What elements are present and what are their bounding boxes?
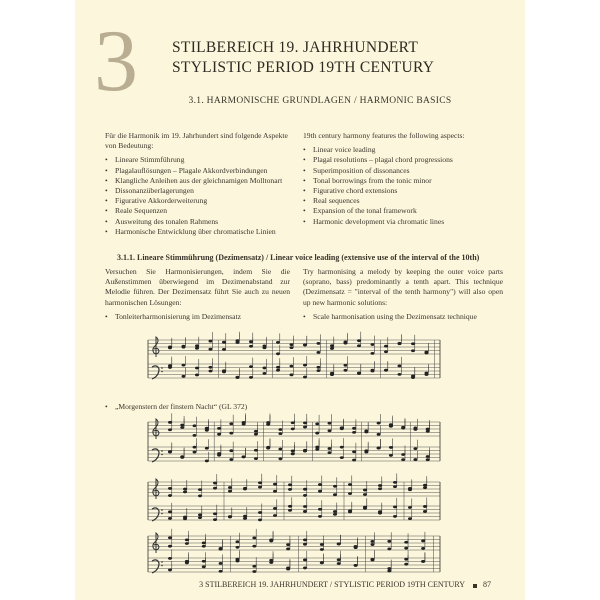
list-item: • Reale Sequenzen [105, 206, 290, 216]
note [180, 424, 184, 427]
note [303, 538, 307, 541]
note [202, 560, 206, 563]
list-item: • Expansion of the tonal framework [303, 206, 503, 216]
note [288, 488, 292, 491]
note [363, 507, 367, 510]
note [286, 547, 290, 550]
note [303, 426, 307, 429]
note [183, 488, 187, 491]
note [393, 481, 397, 484]
note [425, 372, 429, 375]
note [198, 516, 202, 519]
list-item: • „Morgenstern der finstern Nacht“ (GL 372) [105, 402, 405, 412]
list-item: • Figurative chord extensions [303, 186, 503, 196]
note [254, 457, 258, 460]
bass-clef-dot [161, 561, 163, 563]
note [333, 510, 337, 513]
note [303, 567, 307, 570]
note [303, 543, 307, 546]
list-item: • Plagalauflösungen – Plagale Akkordverbindungen [105, 166, 290, 176]
note [377, 447, 381, 450]
bass-clef-icon [152, 366, 159, 379]
note [229, 458, 233, 461]
note [411, 376, 415, 379]
note [303, 344, 307, 347]
note [193, 424, 197, 427]
note [384, 350, 388, 353]
note [348, 510, 352, 513]
note [276, 369, 280, 372]
note [303, 364, 307, 367]
note [198, 513, 202, 516]
note [303, 558, 307, 561]
note [426, 428, 430, 431]
note [229, 422, 233, 425]
note [193, 446, 197, 449]
bass-clef-dot [161, 509, 163, 511]
note [258, 481, 262, 484]
note [340, 426, 344, 429]
note [408, 488, 412, 491]
intro-text: 19th century harmony features the following aspects: [303, 131, 465, 140]
note [348, 483, 352, 486]
note [249, 365, 253, 368]
note [303, 376, 307, 379]
note [328, 451, 332, 454]
note [371, 540, 375, 543]
note [209, 370, 213, 373]
note [168, 451, 172, 454]
note [387, 567, 391, 570]
list-item: • Harmonische Entwicklung über chromatische Linien [105, 227, 290, 237]
note [408, 506, 412, 509]
note [315, 432, 319, 435]
note [328, 447, 332, 450]
note [182, 364, 186, 367]
running-footer: 3 STILBEREICH 19. JAHRHUNDERT / STYLISTIC PERIOD 19TH CENTURY [199, 580, 465, 589]
note [371, 343, 375, 346]
note [243, 515, 247, 518]
note [219, 570, 223, 573]
note [205, 447, 209, 450]
note [180, 426, 184, 429]
note [371, 370, 375, 373]
note [404, 541, 408, 544]
note [340, 456, 344, 459]
note [180, 456, 184, 459]
note [222, 348, 226, 351]
page-number: 87 [483, 580, 491, 589]
note [168, 536, 172, 539]
chapter-title-en: STYLISTIC PERIOD 19TH CENTURY [172, 59, 435, 76]
note [183, 490, 187, 493]
note [290, 365, 294, 368]
note [205, 459, 209, 462]
note [421, 560, 425, 563]
note [303, 421, 307, 424]
note [290, 373, 294, 376]
note [318, 483, 322, 486]
note [273, 483, 277, 486]
note [387, 540, 391, 543]
note [242, 423, 246, 426]
note [328, 422, 332, 425]
note [317, 366, 321, 369]
list-item: • Linear voice leading [303, 145, 503, 155]
intro-text: Für die Harmonik im 19. Jahrhundert sind folgende Aspekte von Bedeutung: [105, 131, 288, 151]
note [168, 487, 172, 490]
list-item: • Real sequences [303, 196, 503, 206]
note [193, 434, 197, 437]
note [185, 542, 189, 545]
note [249, 345, 253, 348]
note [303, 510, 307, 513]
bass-clef-icon [152, 449, 159, 462]
list-item: • Tonal borrowings from the tonic minor [303, 176, 503, 186]
note [413, 427, 417, 430]
note [222, 341, 226, 344]
note [377, 433, 381, 436]
note [249, 340, 253, 343]
note [219, 562, 223, 565]
note [286, 567, 290, 570]
note [263, 372, 267, 375]
note [182, 346, 186, 349]
note [337, 562, 341, 565]
note [330, 372, 334, 375]
note [236, 339, 240, 342]
note [344, 369, 348, 372]
note [425, 351, 429, 354]
chapter-title-de: STILBEREICH 19. JAHRHUNDERT [172, 39, 419, 56]
note [266, 421, 270, 424]
note [202, 541, 206, 544]
note [317, 342, 321, 345]
note [371, 543, 375, 546]
note [278, 432, 282, 435]
note [288, 509, 292, 512]
note [213, 518, 217, 521]
note [183, 517, 187, 520]
note [243, 487, 247, 490]
note [315, 423, 319, 426]
note [258, 486, 262, 489]
list-item: • Ausweitung des tonalen Rahmens [105, 217, 290, 227]
note [195, 374, 199, 377]
note [236, 546, 240, 549]
note [185, 560, 189, 563]
note [401, 453, 405, 456]
note [330, 347, 334, 350]
note [195, 347, 199, 350]
note [291, 428, 295, 431]
note [378, 512, 382, 515]
note [357, 372, 361, 375]
note [276, 352, 280, 355]
note [252, 536, 256, 539]
note [168, 557, 172, 560]
note [371, 559, 375, 562]
list-item: • Dissonanzüberlagerungen [105, 186, 290, 196]
bass-clef-dot [161, 371, 163, 373]
note [330, 344, 334, 347]
note [266, 446, 270, 449]
note [303, 488, 307, 491]
note [354, 545, 358, 548]
list-item: • Plagal resolutions – plagal chord progressions [303, 155, 503, 165]
note [229, 449, 233, 452]
note [384, 369, 388, 372]
note [217, 427, 221, 430]
note [222, 369, 226, 372]
bass-clef-dot [161, 565, 163, 567]
list-item: • Klangliche Anleihen aus der gleichnamigen Molltonart [105, 176, 290, 186]
note [254, 430, 258, 433]
note [209, 340, 213, 343]
list-item: • Lineare Stimmführung [105, 155, 290, 165]
note [337, 558, 341, 561]
note [423, 510, 427, 513]
note [333, 513, 337, 516]
note [276, 341, 280, 344]
note [387, 548, 391, 551]
note [276, 366, 280, 369]
list-item: • Tonleiterharmonisierung im Dezimensatz [105, 312, 290, 322]
note [252, 545, 256, 548]
note [401, 426, 405, 429]
list-item: • Harmonic development via chromatic lines [303, 217, 503, 227]
note [421, 547, 425, 550]
note [320, 561, 324, 564]
note [291, 452, 295, 455]
note [278, 457, 282, 460]
note [290, 346, 294, 349]
note [378, 484, 382, 487]
note [236, 560, 240, 563]
note [371, 352, 375, 355]
note [357, 339, 361, 342]
subsection-heading: 3.1.1. Lineare Stimmührung (Dezimensatz) / Linear voice leading (extensive use of the interval of the 10th) [117, 253, 480, 262]
note [352, 450, 356, 453]
note [426, 455, 430, 458]
note [252, 570, 256, 573]
note [217, 452, 221, 455]
note [423, 505, 427, 508]
note [404, 563, 408, 566]
note [273, 490, 277, 493]
note [202, 565, 206, 568]
note [354, 564, 358, 567]
note [413, 447, 417, 450]
note [352, 459, 356, 462]
note [320, 548, 324, 551]
note [303, 450, 307, 453]
note [393, 485, 397, 488]
section-heading: 3.1. HARMONISCHE GRUNDLAGEN / HARMONIC BASICS [188, 96, 452, 106]
note [352, 431, 356, 434]
note [213, 512, 217, 515]
list-item: • Figurative Akkorderweiterung [105, 196, 290, 206]
note [228, 486, 232, 489]
note [228, 516, 232, 519]
note [229, 432, 233, 435]
bass-clef-dot [161, 367, 163, 369]
note [236, 376, 240, 379]
note [242, 455, 246, 458]
footer-square [473, 584, 477, 588]
paragraph: Versuchen Sie Harmonisierungen, indem Sie die Außenstimmen überwiegend im Dezimenabstand zur Melodie führen. Der Dezimensatz führt Sie auch zu neuen harmonischen Lösungen: [105, 267, 290, 307]
note [364, 451, 368, 454]
note [168, 346, 172, 349]
note [249, 376, 253, 379]
note [389, 425, 393, 428]
note [377, 422, 381, 425]
note [288, 505, 292, 508]
note [426, 458, 430, 461]
note [291, 421, 295, 424]
note [328, 429, 332, 432]
note [254, 433, 258, 436]
note [398, 342, 402, 345]
note [228, 490, 232, 493]
note [195, 344, 199, 347]
note [213, 487, 217, 490]
note [352, 427, 356, 430]
note [236, 540, 240, 543]
note [357, 344, 361, 347]
note [337, 543, 341, 546]
note [333, 493, 337, 496]
note [344, 342, 348, 345]
note [389, 454, 393, 457]
note [344, 364, 348, 367]
note [168, 428, 172, 431]
note [317, 369, 321, 372]
note [205, 427, 209, 430]
note [219, 548, 223, 551]
note [217, 433, 221, 436]
note [269, 540, 273, 543]
note [318, 508, 322, 511]
note [320, 543, 324, 546]
note [258, 511, 262, 514]
note [303, 505, 307, 508]
bass-clef-icon [152, 560, 159, 573]
note [318, 490, 322, 493]
note [348, 492, 352, 495]
note [269, 559, 273, 562]
note [168, 366, 172, 369]
note [393, 515, 397, 518]
note [209, 348, 213, 351]
bass-clef-icon [152, 508, 159, 521]
note [273, 514, 277, 517]
note [195, 367, 199, 370]
note [258, 518, 262, 521]
note [317, 351, 321, 354]
note [315, 446, 319, 449]
note [413, 458, 417, 461]
note [168, 494, 172, 497]
bass-clef-dot [161, 454, 163, 456]
note [303, 494, 307, 497]
note [168, 545, 172, 548]
note [278, 448, 282, 451]
note [364, 430, 368, 433]
note [398, 364, 402, 367]
note [168, 569, 172, 572]
list-item: • Superimposition of dissonances [303, 166, 503, 176]
note [254, 449, 258, 452]
note [278, 428, 282, 431]
note [363, 493, 367, 496]
note [404, 558, 408, 561]
note [185, 539, 189, 542]
note [421, 539, 425, 542]
note [340, 446, 344, 449]
note [411, 342, 415, 345]
note [387, 570, 391, 573]
note [389, 446, 393, 449]
note [198, 494, 202, 497]
bass-clef-dot [161, 450, 163, 452]
paragraph: Try harmonising a melody by keeping the outer voice parts (soprano, bass) predominantly a tenth apart. This technique (Dezimensatz = "interval of the tenth harmony") will also open up new harmonic solutions: [303, 267, 503, 307]
note [263, 367, 267, 370]
note [423, 486, 427, 489]
note [288, 483, 292, 486]
note [168, 510, 172, 513]
note [193, 451, 197, 454]
note [378, 487, 382, 490]
note [363, 489, 367, 492]
bass-clef-dot [161, 513, 163, 515]
note [333, 485, 337, 488]
note [168, 421, 172, 424]
note [202, 545, 206, 548]
note [252, 565, 256, 568]
note [209, 366, 213, 369]
note [290, 343, 294, 346]
note [404, 547, 408, 550]
note [398, 373, 402, 376]
note [393, 505, 397, 508]
note [291, 450, 295, 453]
note [318, 515, 322, 518]
note [401, 458, 405, 461]
note [273, 507, 277, 510]
note [384, 345, 388, 348]
note [198, 488, 202, 491]
chapter-number: 3 [94, 13, 138, 110]
note [213, 482, 217, 485]
note [168, 517, 172, 520]
note [423, 484, 427, 487]
note [182, 375, 186, 378]
note [411, 349, 415, 352]
note [408, 517, 412, 520]
note [286, 543, 290, 546]
note [263, 346, 267, 349]
list-item: • Scale harmonisation using the Dezimensatz technique [303, 312, 503, 322]
